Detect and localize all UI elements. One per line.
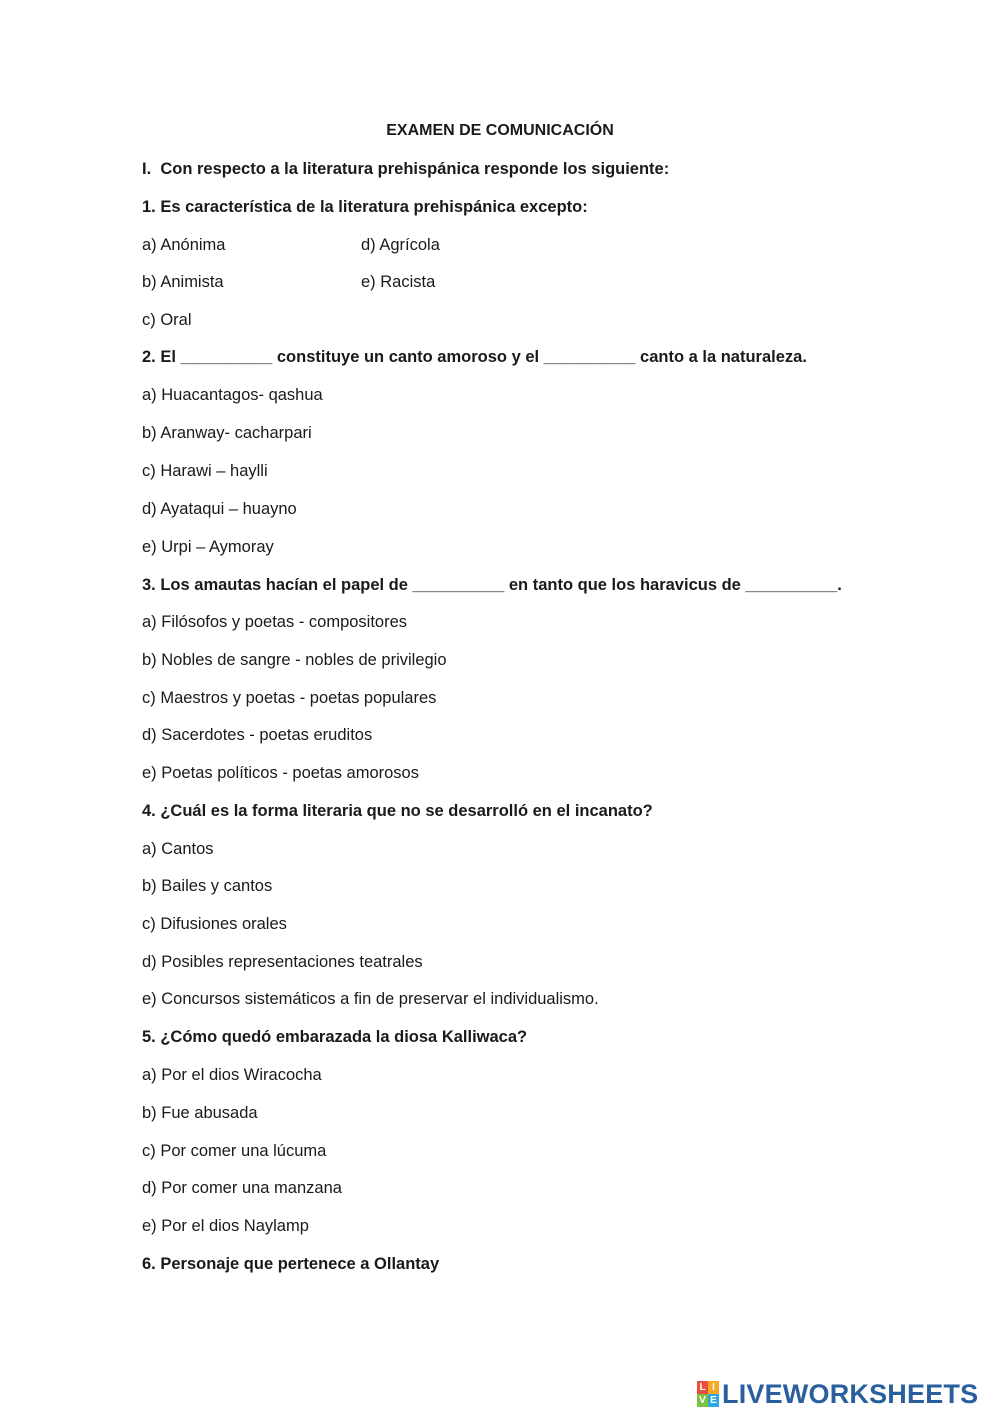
q4-option-e: e) Concursos sistemáticos a fin de preservar el individualismo. [142, 990, 599, 1008]
q2-option-e: e) Urpi – Aymoray [142, 538, 274, 556]
q1-option-a: a) Anónima [142, 236, 226, 254]
q5-option-a: a) Por el dios Wiracocha [142, 1066, 322, 1084]
q2-option-a: a) Huacantagos- qashua [142, 386, 323, 404]
liveworksheets-watermark [697, 1377, 978, 1411]
watermark-text: LIVEWORKSHEETS [722, 1378, 979, 1409]
q4-option-b: b) Bailes y cantos [142, 877, 273, 895]
question-2: 2. El __________ constituye un canto amoroso y el __________ canto a la naturaleza. [142, 348, 807, 366]
q1-option-d: d) Agrícola [361, 236, 440, 254]
q3-option-d: d) Sacerdotes - poetas eruditos [142, 726, 373, 744]
q3-option-b: b) Nobles de sangre - nobles de privilegio [142, 651, 447, 669]
q5-option-d: d) Por comer una manzana [142, 1179, 342, 1197]
q1-option-b: b) Animista [142, 273, 224, 291]
logo-letter-l: L [697, 1381, 708, 1394]
question-4: 4. ¿Cuál es la forma literaria que no se desarrolló en el incanato? [142, 802, 653, 820]
q2-option-b: b) Aranway- cacharpari [142, 424, 312, 442]
section-heading: I. Con respecto a la literatura prehispánica responde los siguiente: [142, 160, 670, 178]
question-1: 1. Es característica de la literatura prehispánica excepto: [142, 198, 588, 216]
q3-option-e: e) Poetas políticos - poetas amorosos [142, 764, 419, 782]
liveworksheets-logo-icon [697, 1381, 719, 1407]
q4-option-c: c) Difusiones orales [142, 915, 287, 933]
q3-option-c: c) Maestros y poetas - poetas populares [142, 689, 437, 707]
logo-letter-i: I [708, 1381, 719, 1394]
q2-option-c: c) Harawi – haylli [142, 462, 268, 480]
q4-option-a: a) Cantos [142, 840, 214, 858]
q5-option-b: b) Fue abusada [142, 1104, 258, 1122]
q5-option-c: c) Por comer una lúcuma [142, 1142, 327, 1160]
question-6: 6. Personaje que pertenece a Ollantay [142, 1255, 440, 1273]
question-5: 5. ¿Cómo quedó embarazada la diosa Kalliwaca? [142, 1028, 528, 1046]
q5-option-e: e) Por el dios Naylamp [142, 1217, 309, 1235]
q3-option-a: a) Filósofos y poetas - compositores [142, 613, 408, 631]
question-3: 3. Los amautas hacían el papel de __________ en tanto que los haravicus de __________. [142, 576, 842, 594]
q1-option-e: e) Racista [361, 273, 436, 291]
q2-option-d: d) Ayataqui – huayno [142, 500, 297, 518]
page-title: EXAMEN DE COMUNICACIÓN [386, 122, 614, 139]
q1-option-c: c) Oral [142, 311, 192, 329]
logo-letter-e: E [708, 1394, 719, 1407]
logo-letter-v: V [697, 1394, 708, 1407]
q4-option-d: d) Posibles representaciones teatrales [142, 953, 423, 971]
